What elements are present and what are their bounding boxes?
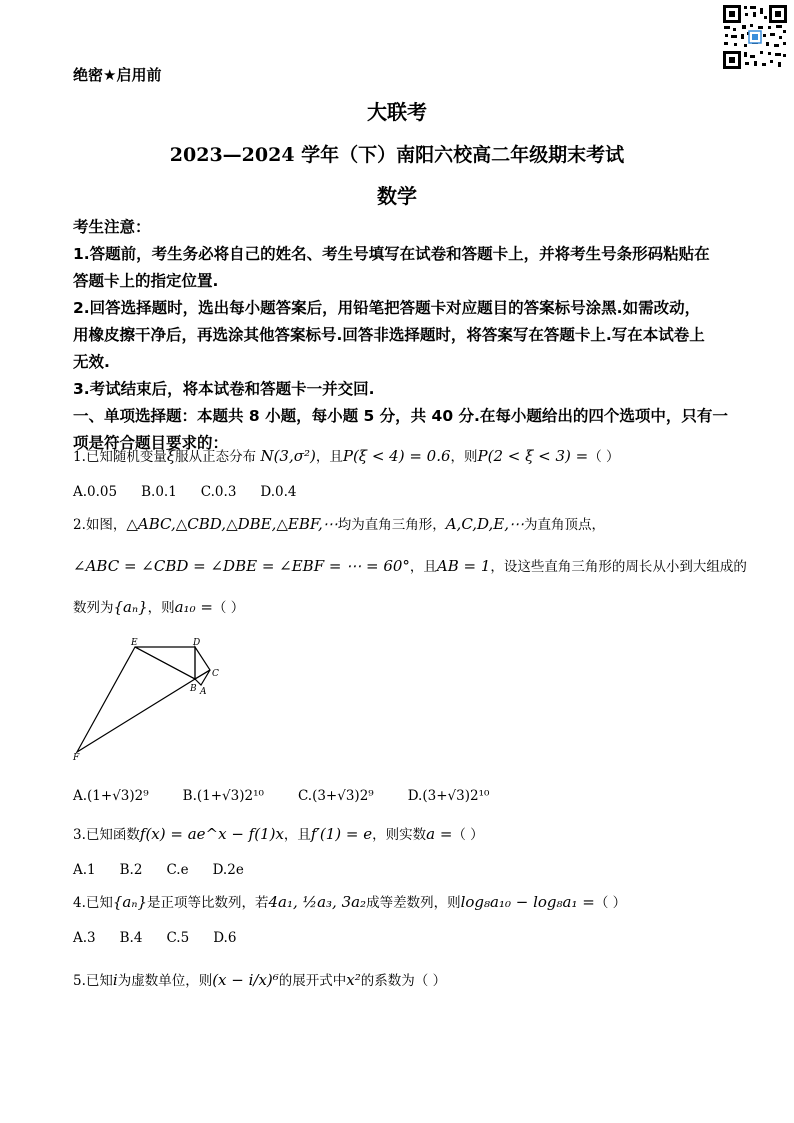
q1-options [73, 482, 753, 502]
q2-text: ，设这些直角三角形的周长从小到大组成的 [490, 559, 747, 575]
q2-triangles: △ABC,△CBD,△DBE,△EBF,⋯ [126, 515, 338, 533]
q2-text: ，则 [147, 600, 175, 616]
notice-block [73, 214, 733, 457]
q1-text: 服从正态分布 [175, 449, 257, 465]
q1-option-d: D.0.4 [260, 484, 297, 500]
q5-text: 为虚数单位，则 [117, 973, 213, 989]
q3-option-d: D.2e [212, 862, 244, 878]
q3-text: ，则实数 [372, 827, 427, 843]
q1-option-c: C.0.3 [200, 484, 237, 500]
q4-option-a: A.3 [73, 930, 96, 946]
q2-sequence: {aₙ} [113, 598, 148, 616]
triangle-dbe [135, 647, 195, 679]
q2-option-d: D.(3+√3)2¹⁰ [407, 788, 490, 804]
q2-text: 数列为 [73, 600, 114, 616]
q1-condition: P(ξ < 4) = 0.6 [342, 447, 451, 465]
q4-sequence: {aₙ} [112, 893, 147, 911]
q2-text: 2.如图， [73, 517, 127, 533]
q1-text: ，且 [315, 449, 343, 465]
q2-options [73, 786, 753, 806]
q1-distribution: N(3,σ²) [260, 447, 316, 465]
q3-option-c: C.e [166, 862, 189, 878]
q2-option-c: C.(3+√3)2⁹ [297, 788, 374, 804]
q5-imaginary-unit: i [112, 971, 118, 989]
q5-text: 的系数为 [360, 973, 415, 989]
q2-answer-paren: （ ） [212, 600, 245, 616]
label-a: A [200, 687, 207, 697]
q4-option-d: D.6 [213, 930, 237, 946]
q3-option-a: A.1 [73, 862, 96, 878]
q3-ask: a = [426, 825, 453, 843]
q3-options [73, 860, 753, 880]
q1-ask: P(2 < ξ < 3) = [477, 447, 589, 465]
triangle-ebf [77, 647, 195, 752]
q4-text: 是正项等比数列，若 [147, 895, 269, 911]
label-b: B [190, 684, 197, 694]
label-e: E [131, 638, 138, 648]
question-2 [73, 514, 753, 535]
q1-option-b: B.0.1 [141, 484, 177, 500]
q4-terms: 4a₁, ½a₃, 3a₂ [268, 893, 367, 911]
q2-ab: AB = 1 [436, 557, 491, 575]
notice-heading: 考生注意： [73, 218, 151, 236]
notice-item-2a: 2.回答选择题时，选出每小题答案后，用铅笔把答题卡对应题目的答案标号涂黑.如需改动， [73, 299, 701, 317]
secret-label: 绝密★启用前 [73, 66, 162, 84]
question-1 [73, 446, 753, 467]
q2-triangle-figure [70, 632, 230, 762]
question-2-line2 [73, 556, 753, 577]
q4-text: 4.已知 [73, 895, 113, 911]
question-2-line3 [73, 597, 753, 618]
q5-x-squared: x² [346, 971, 361, 989]
q2-text: 为直角顶点， [524, 517, 606, 533]
q2-option-b: B.(1+√3)2¹⁰ [182, 788, 264, 804]
q4-options [73, 928, 753, 948]
label-d: D [193, 638, 201, 648]
q2-ask: a₁₀ = [174, 598, 213, 616]
triangle-abc [195, 670, 210, 685]
q4-text: 成等差数列，则 [366, 895, 461, 911]
section1-heading-a: 一、单项选择题：本题共 8 小题，每小题 5 分，共 40 分.在每小题给出的四个选项中，只有一 [73, 407, 728, 425]
q2-text: 均为直角三角形， [337, 517, 446, 533]
label-f: F [73, 753, 80, 762]
q3-function: f(x) = ae^x − f(1)x [139, 825, 284, 843]
q5-text: 5.已知 [73, 973, 113, 989]
q3-option-b: B.2 [119, 862, 143, 878]
q4-option-c: C.5 [166, 930, 190, 946]
q2-angles: ∠ABC = ∠CBD = ∠DBE = ∠EBF = ⋯ = 60° [73, 557, 410, 575]
question-5 [73, 970, 753, 991]
notice-item-1a: 1.答题前，考生务必将自己的姓名、考生号填写在试卷和答题卡上，并将考生号条形码粘贴在 [73, 245, 710, 263]
section1-heading-b: 项是符合题目要求的： [73, 434, 229, 452]
exam-title: 2023—2024 学年（下）南阳六校高二年级期末考试 [169, 144, 625, 166]
q3-text: ，且 [283, 827, 311, 843]
notice-item-1b: 答题卡上的指定位置. [73, 272, 219, 290]
question-3 [73, 824, 753, 845]
q2-option-a: A.(1+√3)2⁹ [73, 788, 149, 804]
q1-answer-paren: （ ） [588, 449, 620, 465]
q3-condition: f′(1) = e [310, 825, 373, 843]
notice-item-3: 3.考试结束后，将本试卷和答题卡一并交回. [73, 380, 375, 398]
q5-text: 的展开式中 [278, 973, 347, 989]
q4-answer-paren: （ ） [594, 895, 627, 911]
q4-option-b: B.4 [119, 930, 143, 946]
q3-answer-paren: （ ） [452, 827, 484, 843]
q3-text: 3.已知函数 [73, 827, 140, 843]
qr-code-icon [722, 4, 788, 70]
q1-xi: ξ [166, 447, 176, 465]
question-4 [73, 892, 753, 913]
q5-answer-paren: （ ） [414, 973, 447, 989]
subject-title: 数学 [377, 184, 417, 208]
notice-item-2c: 无效. [73, 353, 110, 371]
q1-text: 1.已知随机变量 [73, 449, 167, 465]
label-c: C [212, 669, 219, 679]
q1-text: ，则 [450, 449, 478, 465]
q4-ask: log₈a₁₀ − log₈a₁ = [460, 893, 595, 911]
q1-option-a: A.0.05 [73, 484, 118, 500]
q2-vertices: A,C,D,E,⋯ [445, 515, 525, 533]
exam-org: 大联考 [367, 100, 427, 124]
q5-expression: (x − i/x)⁶ [212, 971, 279, 989]
notice-item-2b: 用橡皮擦干净后，再选涂其他答案标号.回答非选择题时，将答案写在答题卡上.写在本试卷上 [73, 326, 705, 344]
q2-text: ，且 [409, 559, 437, 575]
